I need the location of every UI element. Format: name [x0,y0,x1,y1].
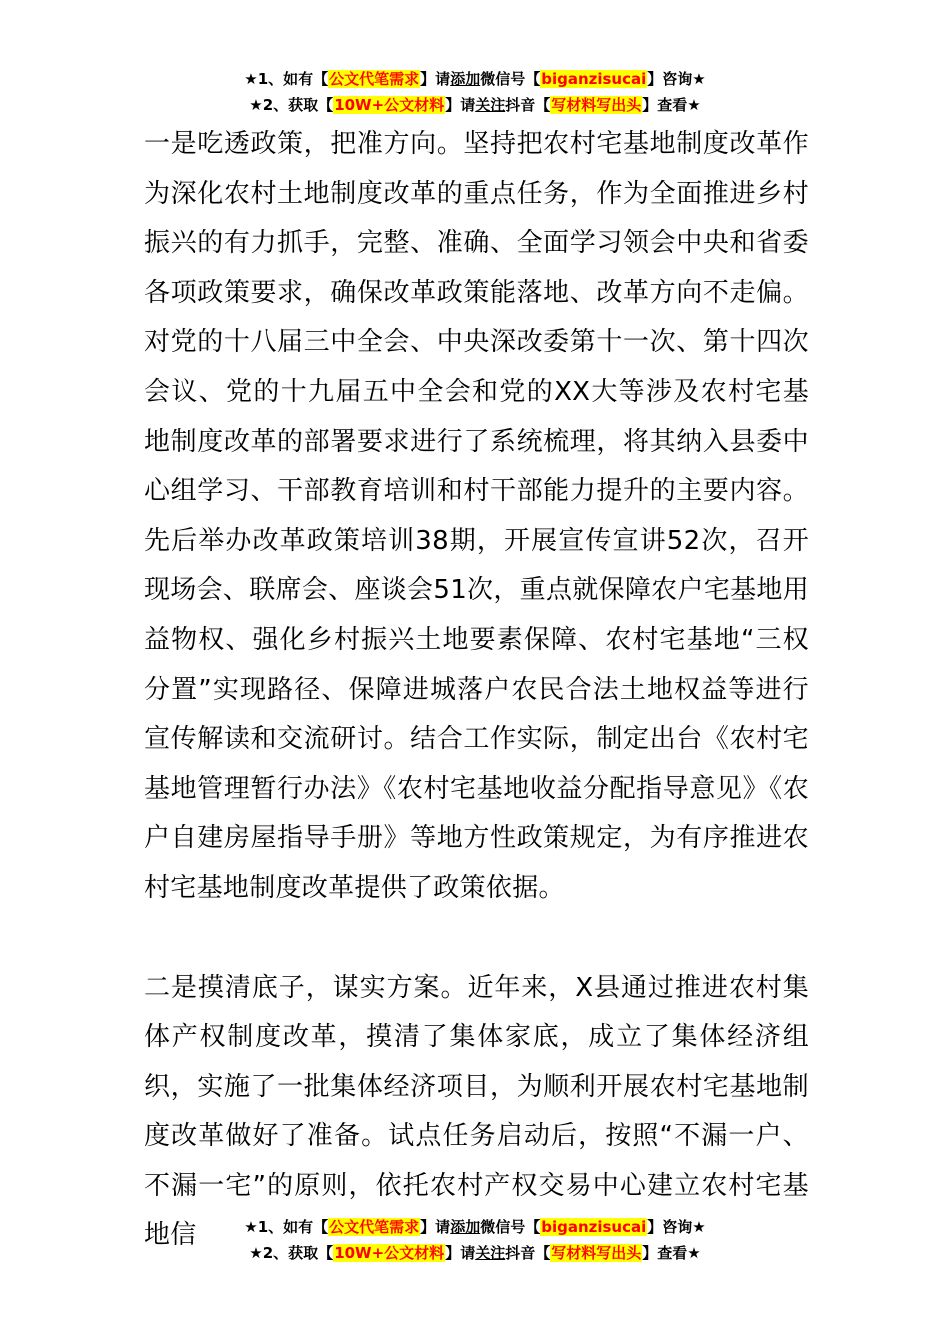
promo-banner-bottom [0,1214,950,1266]
promo-text: 抖音【 [505,1244,551,1262]
promo-text: 】咨询★ [647,1218,706,1236]
promo-text: 】查看★ [642,96,701,114]
promo-highlight: 写材料写出头 [551,96,642,114]
paragraph-gap [144,914,809,964]
promo-highlight: 写材料写出头 [551,1244,642,1262]
promo-highlight: biganzisucai [541,70,647,88]
body-paragraph-1: 一是吃透政策，把准方向。坚持把农村宅基地制度改革作为深化农村土地制度改革的重点任务，作为全面推进乡村振兴的有力抓手，完整、准确、全面学习领会中央和省委各项政策要求，确保改革政策能落地、改革方向不走偏。对党的十八届三中全会、中央深改委第十一次、第十四次会议、党的十九届五中全会和党的XX大等涉及农村宅基地制度改革的部署要求进行了系统梳理，将其纳入县委中心组学习、干部教育培训和村干部能力提升的主要内容。先后举办改革政策培训38期，开展宣传宣讲52次，召开现场会、联席会、座谈会51次，重点就保障农户宅基地用益物权、强化乡村振兴土地要素保障、农村宅基地“三权分置”实现路径、保障进城落户农民合法土地权益等进行宣传解读和交流研讨。结合工作实际，制定出台《农村宅基地管理暂行办法》《农村宅基地收益分配指导意见》《农户自建房屋指导手册》等地方性政策规定，为有序推进农村宅基地制度改革提供了政策依据。 [144,129,809,903]
promo-banner-top [0,66,950,118]
promo-text: 抖音【 [505,96,551,114]
document-body [144,120,809,1261]
promo-line-2 [0,1240,950,1266]
promo-text: 微信号【 [480,70,541,88]
promo-text: ★2、获取【 [249,96,334,114]
promo-text: ★2、获取【 [249,1244,334,1262]
promo-highlight: 10W+公文材料 [334,1244,445,1262]
promo-text: 】咨询★ [647,70,706,88]
promo-text: 】请 [420,70,451,88]
promo-highlight: 公文代笔需求 [329,1218,420,1236]
promo-underline: 关注 [475,96,506,114]
body-paragraph-2: 二是摸清底子，谋实方案。近年来，X县通过推进农村集体产权制度改革，摸清了集体家底，成立了集体经济组织，实施了一批集体经济项目，为顺利开展农村宅基地制度改革做好了准备。试点任务启动后，按照“不漏一户、不漏一宅”的原则，依托农村产权交易中心建立农村宅基地信 [144,972,809,1251]
promo-text: ★1、如有【 [244,70,329,88]
promo-highlight: 10W+公文材料 [334,96,445,114]
promo-highlight: biganzisucai [541,1218,647,1236]
promo-line-1 [0,66,950,92]
promo-line-2 [0,92,950,118]
promo-text: 】请 [445,96,476,114]
promo-underline: 添加 [450,1218,481,1236]
promo-text: 】请 [445,1244,476,1262]
promo-text: 】请 [420,1218,451,1236]
promo-line-1 [0,1214,950,1240]
promo-highlight: 公文代笔需求 [329,70,420,88]
promo-text: 】查看★ [642,1244,701,1262]
promo-underline: 关注 [475,1244,506,1262]
promo-text: 微信号【 [480,1218,541,1236]
promo-underline: 添加 [450,70,481,88]
promo-text: ★1、如有【 [244,1218,329,1236]
